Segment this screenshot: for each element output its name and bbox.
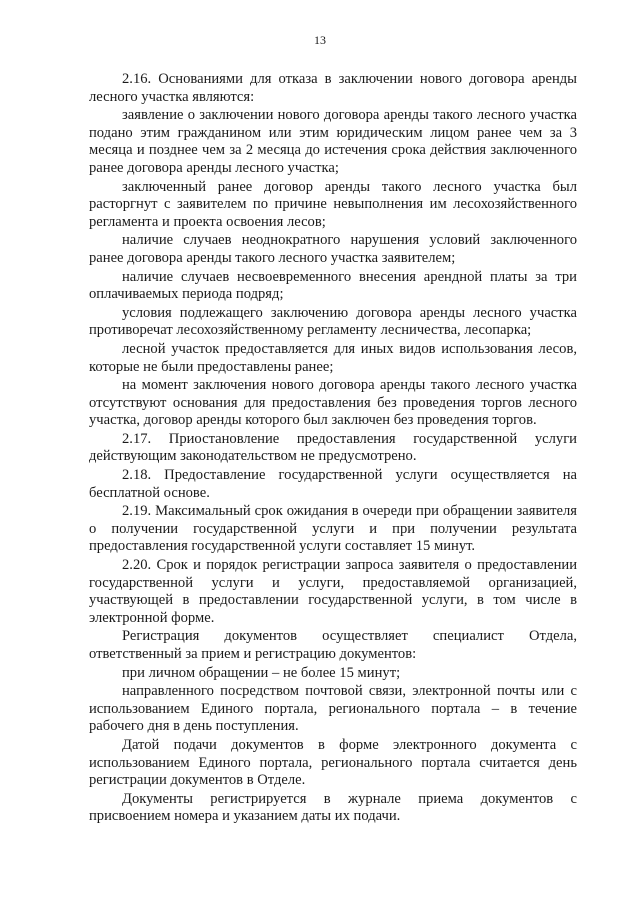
list-item-other-use: лесной участок предоставляется для иных видов использования лесов, которые не были предоставлены ранее; — [89, 340, 577, 375]
list-item-late-payment: наличие случаев несвоевременного внесения арендной платы за три оплачиваемых периода подряд; — [89, 268, 577, 303]
list-item-repeated-violations: наличие случаев неоднократного нарушения условий заключенного ранее договора аренды такого лесного участка заявителем; — [89, 232, 577, 266]
paragraph-journal-registration: Документы регистрируется в журнале приема документов с присвоением номера и указанием даты их подачи. — [89, 790, 577, 825]
paragraph-2-20: 2.20. Срок и порядок регистрации запроса заявителя о предоставлении государственной услуги и услуги, предоставляемой организацией, участвующей в предоставлении государственной услуги, в том числе в электронной форме. — [89, 557, 577, 626]
page-number: 13 — [314, 33, 326, 47]
list-item-by-post: направленного посредством почтовой связи, электронной почты или с использованием Единого портала, регионального портала – в течение рабочего дня в день поступления. — [89, 683, 577, 735]
list-item-in-person: при личном обращении – не более 15 минут; — [122, 664, 401, 681]
list-item-early-application: заявление о заключении нового договора аренды такого лесного участка подано этим гражданином или этим юридическим лицом ранее чем за 3 месяца и позднее чем за 2 месяца до истечения срока действия заключенного ранее договора аренды лесного участка; — [89, 107, 577, 176]
paragraph-registration: Регистрация документов осуществляет специалист Отдела, ответственный за прием и регистрацию документов: — [89, 628, 577, 662]
paragraph-2-19: 2.19. Максимальный срок ожидания в очереди при обращении заявителя о получении государственной услуги и при получении результата предоставления государственной услуги составляет 15 минут. — [89, 503, 577, 555]
paragraph-submission-date: Датой подачи документов в форме электронного документа с использованием Единого портала, регионального портала считается день регистрации документов в Отделе. — [89, 736, 577, 789]
document-body — [89, 71, 577, 827]
list-item-regulation-conflict: условия подлежащего заключению договора аренды лесного участка противоречат лесохозяйственному регламенту лесничества, лесопарка; — [89, 304, 577, 339]
paragraph-2-18: 2.18. Предоставление государственной услуги осуществляется на бесплатной основе. — [89, 467, 577, 501]
paragraph-2-17: 2.17. Приостановление предоставления государственной услуги действующим законодательством не предусмотрено. — [89, 430, 577, 465]
list-item-terminated-contract: заключенный ранее договор аренды такого лесного участка был расторгнут с заявителем по причине невыполнения им лесохозяйственного регламента и проекта освоения лесов; — [89, 178, 577, 230]
paragraph-2-16: 2.16. Основаниями для отказа в заключении нового договора аренды лесного участка являются: — [89, 71, 577, 105]
list-item-no-grounds: на момент заключения нового договора аренды такого лесного участка отсутствуют основания для предоставления без проведения торгов лесного участка, договор аренды которого был заключен без проведения торгов. — [89, 377, 577, 429]
